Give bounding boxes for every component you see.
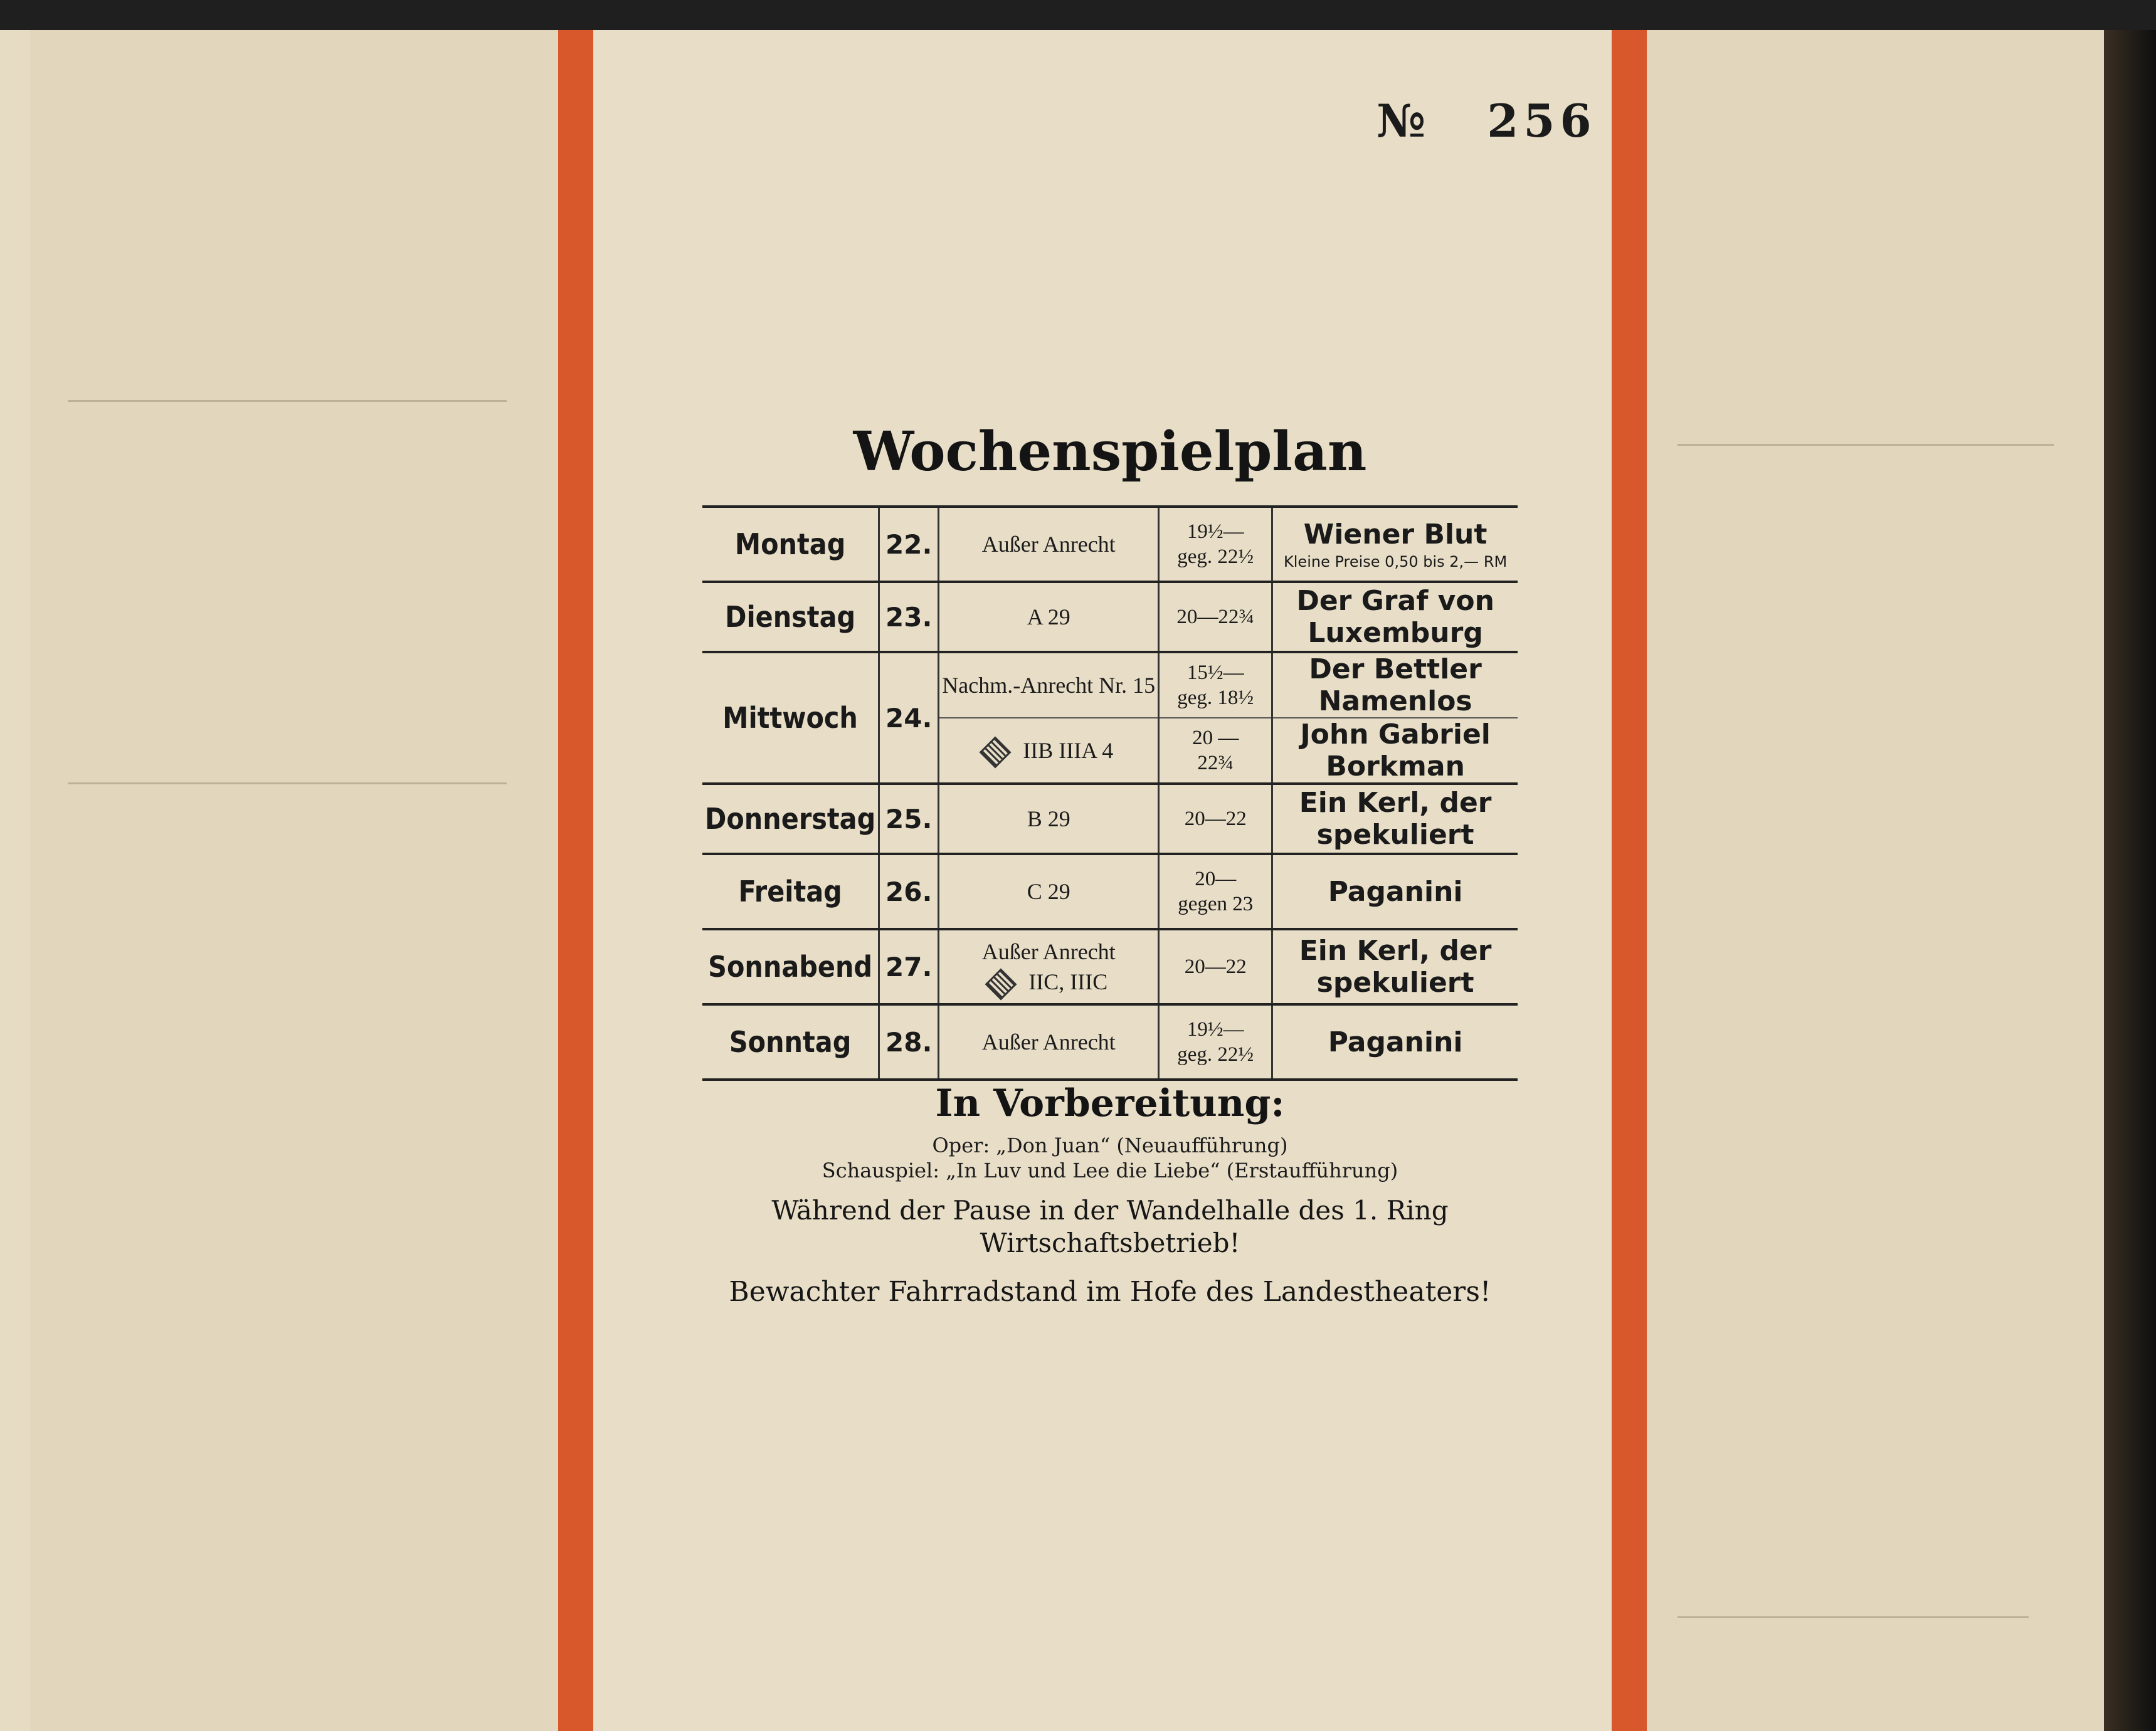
day-cell: Sonnabend	[702, 929, 879, 1004]
time-start: 15½—	[1186, 661, 1244, 684]
interval-notice	[702, 1194, 1518, 1260]
subscription-cell	[939, 718, 1159, 784]
date-cell: 28.	[879, 1004, 939, 1080]
table-row	[702, 1004, 1518, 1080]
right-page-strip	[1646, 30, 2110, 1731]
page-number-value: 256	[1487, 94, 1597, 147]
subscription-cell: A 29	[939, 582, 1159, 652]
subscription-cell: B 29	[939, 784, 1159, 854]
table-row	[702, 854, 1518, 929]
subscription-text: Außer Anrecht	[981, 939, 1116, 964]
interval-notice-line-2: Wirtschaftsbetrieb!	[980, 1228, 1240, 1258]
play-cell	[1272, 507, 1518, 582]
play-cell: Der Graf von Luxemburg	[1272, 582, 1518, 652]
faded-rule	[68, 400, 507, 402]
time-end: geg. 22½	[1177, 1043, 1254, 1066]
time-cell: 20—22	[1159, 929, 1272, 1004]
time-start: 20 —	[1192, 727, 1239, 749]
day-cell: Dienstag	[702, 582, 879, 652]
time-start: 19½—	[1186, 1018, 1244, 1041]
time-start: 19½—	[1186, 520, 1244, 543]
date-cell: 24.	[879, 652, 939, 784]
subscription-text-2: IIC, IIIC	[1028, 969, 1108, 994]
interval-notice-line-1: Während der Pause in der Wandelhalle des 1. Ring	[771, 1195, 1449, 1226]
subscription-cell: Außer Anrecht	[939, 507, 1159, 582]
subscription-cell	[939, 929, 1159, 1004]
day-cell: Donnerstag	[702, 784, 879, 854]
play-cell: Ein Kerl, der spekuliert	[1272, 929, 1518, 1004]
subscription-cell: Nachm.-Anrecht Nr. 15	[939, 652, 1159, 718]
play-cell: Der Bettler Namenlos	[1272, 652, 1518, 718]
play-cell: Paganini	[1272, 854, 1518, 929]
time-cell	[1159, 718, 1272, 784]
subscription-cell: Außer Anrecht	[939, 1004, 1159, 1080]
faded-rule	[1678, 1616, 2029, 1618]
play-cell: John Gabriel Borkman	[1272, 718, 1518, 784]
date-cell: 22.	[879, 507, 939, 582]
price-note: Kleine Preise 0,50 bis 2,— RM	[1284, 552, 1508, 571]
time-end: gegen 23	[1178, 893, 1254, 915]
table-row	[702, 582, 1518, 652]
day-cell: Mittwoch	[702, 652, 879, 784]
volksbuehne-diamond-icon	[985, 968, 1017, 1000]
subscription-cell: C 29	[939, 854, 1159, 929]
in-preparation-opera: Oper: „Don Juan“ (Neuaufführung)	[932, 1134, 1288, 1157]
day-cell: Sonntag	[702, 1004, 879, 1080]
page-number	[1377, 94, 1597, 147]
left-page-strip	[30, 30, 558, 1731]
day-cell: Montag	[702, 507, 879, 582]
subscription-text: IIB IIIA 4	[1023, 737, 1114, 763]
time-end: geg. 22½	[1177, 545, 1254, 568]
faded-rule	[1678, 444, 2054, 446]
left-orange-stripe	[558, 30, 593, 1731]
day-cell: Freitag	[702, 854, 879, 929]
time-cell	[1159, 507, 1272, 582]
time-end: 22¾	[1197, 752, 1234, 774]
table-row	[702, 784, 1518, 854]
date-cell: 23.	[879, 582, 939, 652]
table-row	[702, 652, 1518, 718]
number-sign: №	[1377, 94, 1431, 147]
date-cell: 25.	[879, 784, 939, 854]
play-cell: Ein Kerl, der spekuliert	[1272, 784, 1518, 854]
play-title: Wiener Blut	[1303, 518, 1488, 550]
date-cell: 26.	[879, 854, 939, 929]
weekly-schedule-table	[702, 505, 1518, 1081]
in-preparation-play: Schauspiel: „In Luv und Lee die Liebe“ (Erstaufführung)	[822, 1159, 1398, 1182]
date-cell: 27.	[879, 929, 939, 1004]
time-cell: 20—22	[1159, 784, 1272, 854]
table-row	[702, 929, 1518, 1004]
in-preparation-heading: In Vorbereitung:	[935, 1081, 1285, 1125]
time-start: 20—	[1195, 868, 1237, 890]
time-cell	[1159, 652, 1272, 718]
page-title: Wochenspielplan	[853, 420, 1367, 483]
volksbuehne-diamond-icon	[980, 737, 1012, 769]
time-cell	[1159, 854, 1272, 929]
play-cell: Paganini	[1272, 1004, 1518, 1080]
book-binding	[2104, 30, 2156, 1731]
faded-rule	[68, 782, 507, 784]
time-end: geg. 18½	[1177, 687, 1254, 709]
right-orange-stripe	[1612, 30, 1647, 1731]
bicycle-notice: Bewachter Fahrradstand im Hofe des Landestheaters!	[729, 1276, 1491, 1308]
time-cell: 20—22¾	[1159, 582, 1272, 652]
time-cell	[1159, 1004, 1272, 1080]
table-row	[702, 507, 1518, 582]
